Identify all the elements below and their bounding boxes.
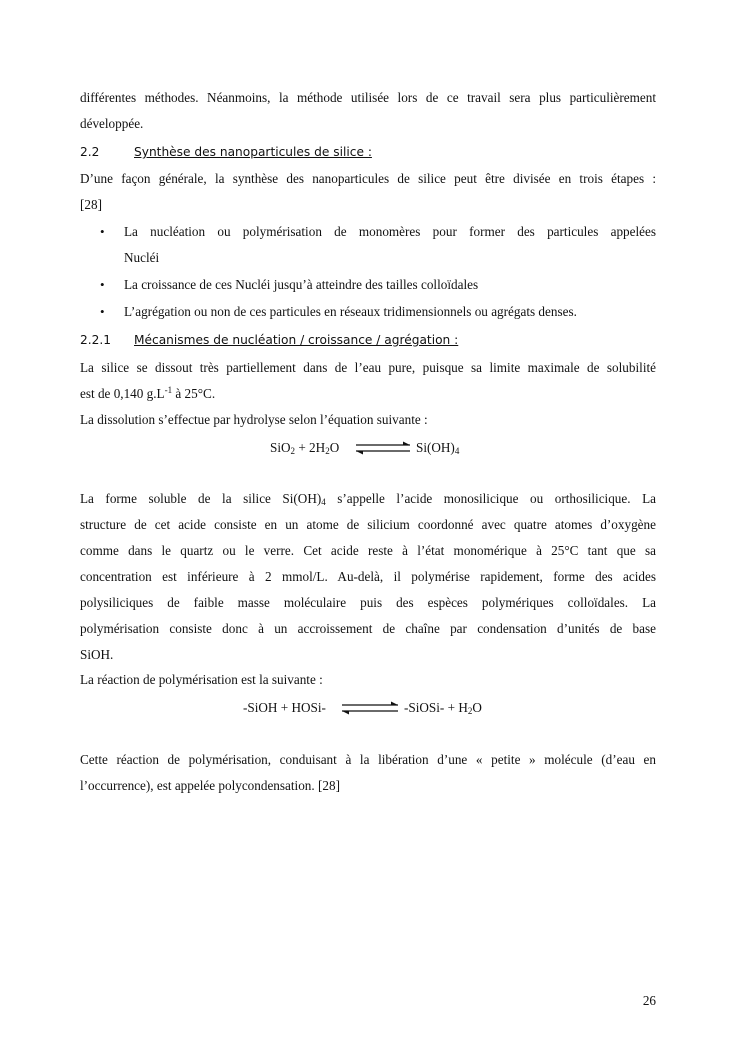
paragraph-line: Cette réaction de polymérisation, conduisant à la libération d’une « petite » molécule (d’eau en xyxy=(80,752,656,767)
section-2-2-heading xyxy=(80,144,656,160)
text-run: O xyxy=(472,700,482,715)
text-run: O xyxy=(329,440,340,455)
text-run: La forme soluble de la silice Si(OH) xyxy=(80,491,322,506)
bullet-item xyxy=(100,224,656,240)
equation-2-right xyxy=(404,700,482,716)
paragraph-line: SiOH. xyxy=(80,647,114,662)
intro-line-2: développée. xyxy=(80,116,144,131)
equilibrium-arrows-icon xyxy=(340,701,400,715)
equation-2-left: -SiOH + HOSi- xyxy=(243,700,326,715)
intro-line-1: différentes méthodes. Néanmoins, la méthode utilisée lors de ce travail sera plus particulièrement xyxy=(80,90,656,105)
bullet-text: L’agrégation ou non de ces particules en réseaux tridimensionnels ou agrégats denses. xyxy=(124,304,577,319)
bullet-text: La nucléation ou polymérisation de monomères pour former des particules appelées xyxy=(124,224,656,239)
bullet-item xyxy=(100,277,656,293)
paragraph-line: comme dans le quartz ou le verre. Cet acide reste à l’état monomérique à 25°C tant que sa xyxy=(80,543,656,558)
subscript: 4 xyxy=(321,497,326,507)
paragraph-line: La dissolution s’effectue par hydrolyse selon l’équation suivante : xyxy=(80,412,428,427)
section-number: 2.2 xyxy=(80,145,100,159)
text-run: à 25°C. xyxy=(172,386,216,401)
bullet-text-continuation: Nucléi xyxy=(124,250,160,265)
bullet-icon: • xyxy=(100,224,105,239)
section-2-2-1-heading xyxy=(80,332,656,348)
paragraph-line: [28] xyxy=(80,197,102,212)
subscript: 4 xyxy=(454,446,460,456)
text-run: -SiOSi- + H xyxy=(404,700,468,715)
paragraph-line: polymérisation consiste donc à un accroissement de chaîne par condensation d’unités de base xyxy=(80,621,656,636)
paragraph-line: concentration est inférieure à 2 mmol/L. Au-delà, il polymérise rapidement, forme des acides xyxy=(80,569,656,584)
paragraph-line: D’une façon générale, la synthèse des nanoparticules de silice peut être divisée en trois étapes : xyxy=(80,171,656,186)
paragraph-line xyxy=(80,491,656,507)
subscript: 2 xyxy=(290,446,296,456)
subscript: 2 xyxy=(325,446,330,456)
equation-1-right xyxy=(416,440,459,456)
paragraph-line: polysiliciques de faible masse moléculaire puis des espèces polymériques colloïdales. La xyxy=(80,595,656,610)
text-run: SiO xyxy=(270,440,291,455)
text-run: Si(OH) xyxy=(416,440,455,455)
paragraph-line: La silice se dissout très partiellement dans de l’eau pure, puisque sa limite maximale de solubilité xyxy=(80,360,656,375)
bullet-text: La croissance de ces Nucléi jusqu’à atteindre des tailles colloïdales xyxy=(124,277,479,292)
paragraph-line: l’occurrence), est appelée polycondensation. [28] xyxy=(80,778,340,793)
bullet-icon: • xyxy=(100,277,105,292)
bullet-item xyxy=(100,304,656,320)
text-run: s’appelle l’acide monosilicique ou orthosilicique. La xyxy=(325,491,656,506)
equation-1-left xyxy=(270,440,339,456)
paragraph-line: structure de cet acide consiste en un atome de silicium coordonné avec quatre atomes d’oxygène xyxy=(80,517,656,532)
paragraph-line: La réaction de polymérisation est la suivante : xyxy=(80,672,323,687)
subscript: 2 xyxy=(467,706,473,716)
bullet-icon: • xyxy=(100,304,105,319)
section-title: Synthèse des nanoparticules de silice : xyxy=(134,145,372,159)
paragraph-line xyxy=(80,386,656,402)
text-run: est de 0,140 g.L xyxy=(80,386,165,401)
text-run: + 2H xyxy=(295,440,326,455)
section-title: Mécanismes de nucléation / croissance / agrégation : xyxy=(134,333,459,347)
superscript: -1 xyxy=(164,385,173,395)
section-number: 2.2.1 xyxy=(80,333,112,347)
equilibrium-arrows-icon xyxy=(354,441,412,455)
page-number: 26 xyxy=(642,993,656,1008)
